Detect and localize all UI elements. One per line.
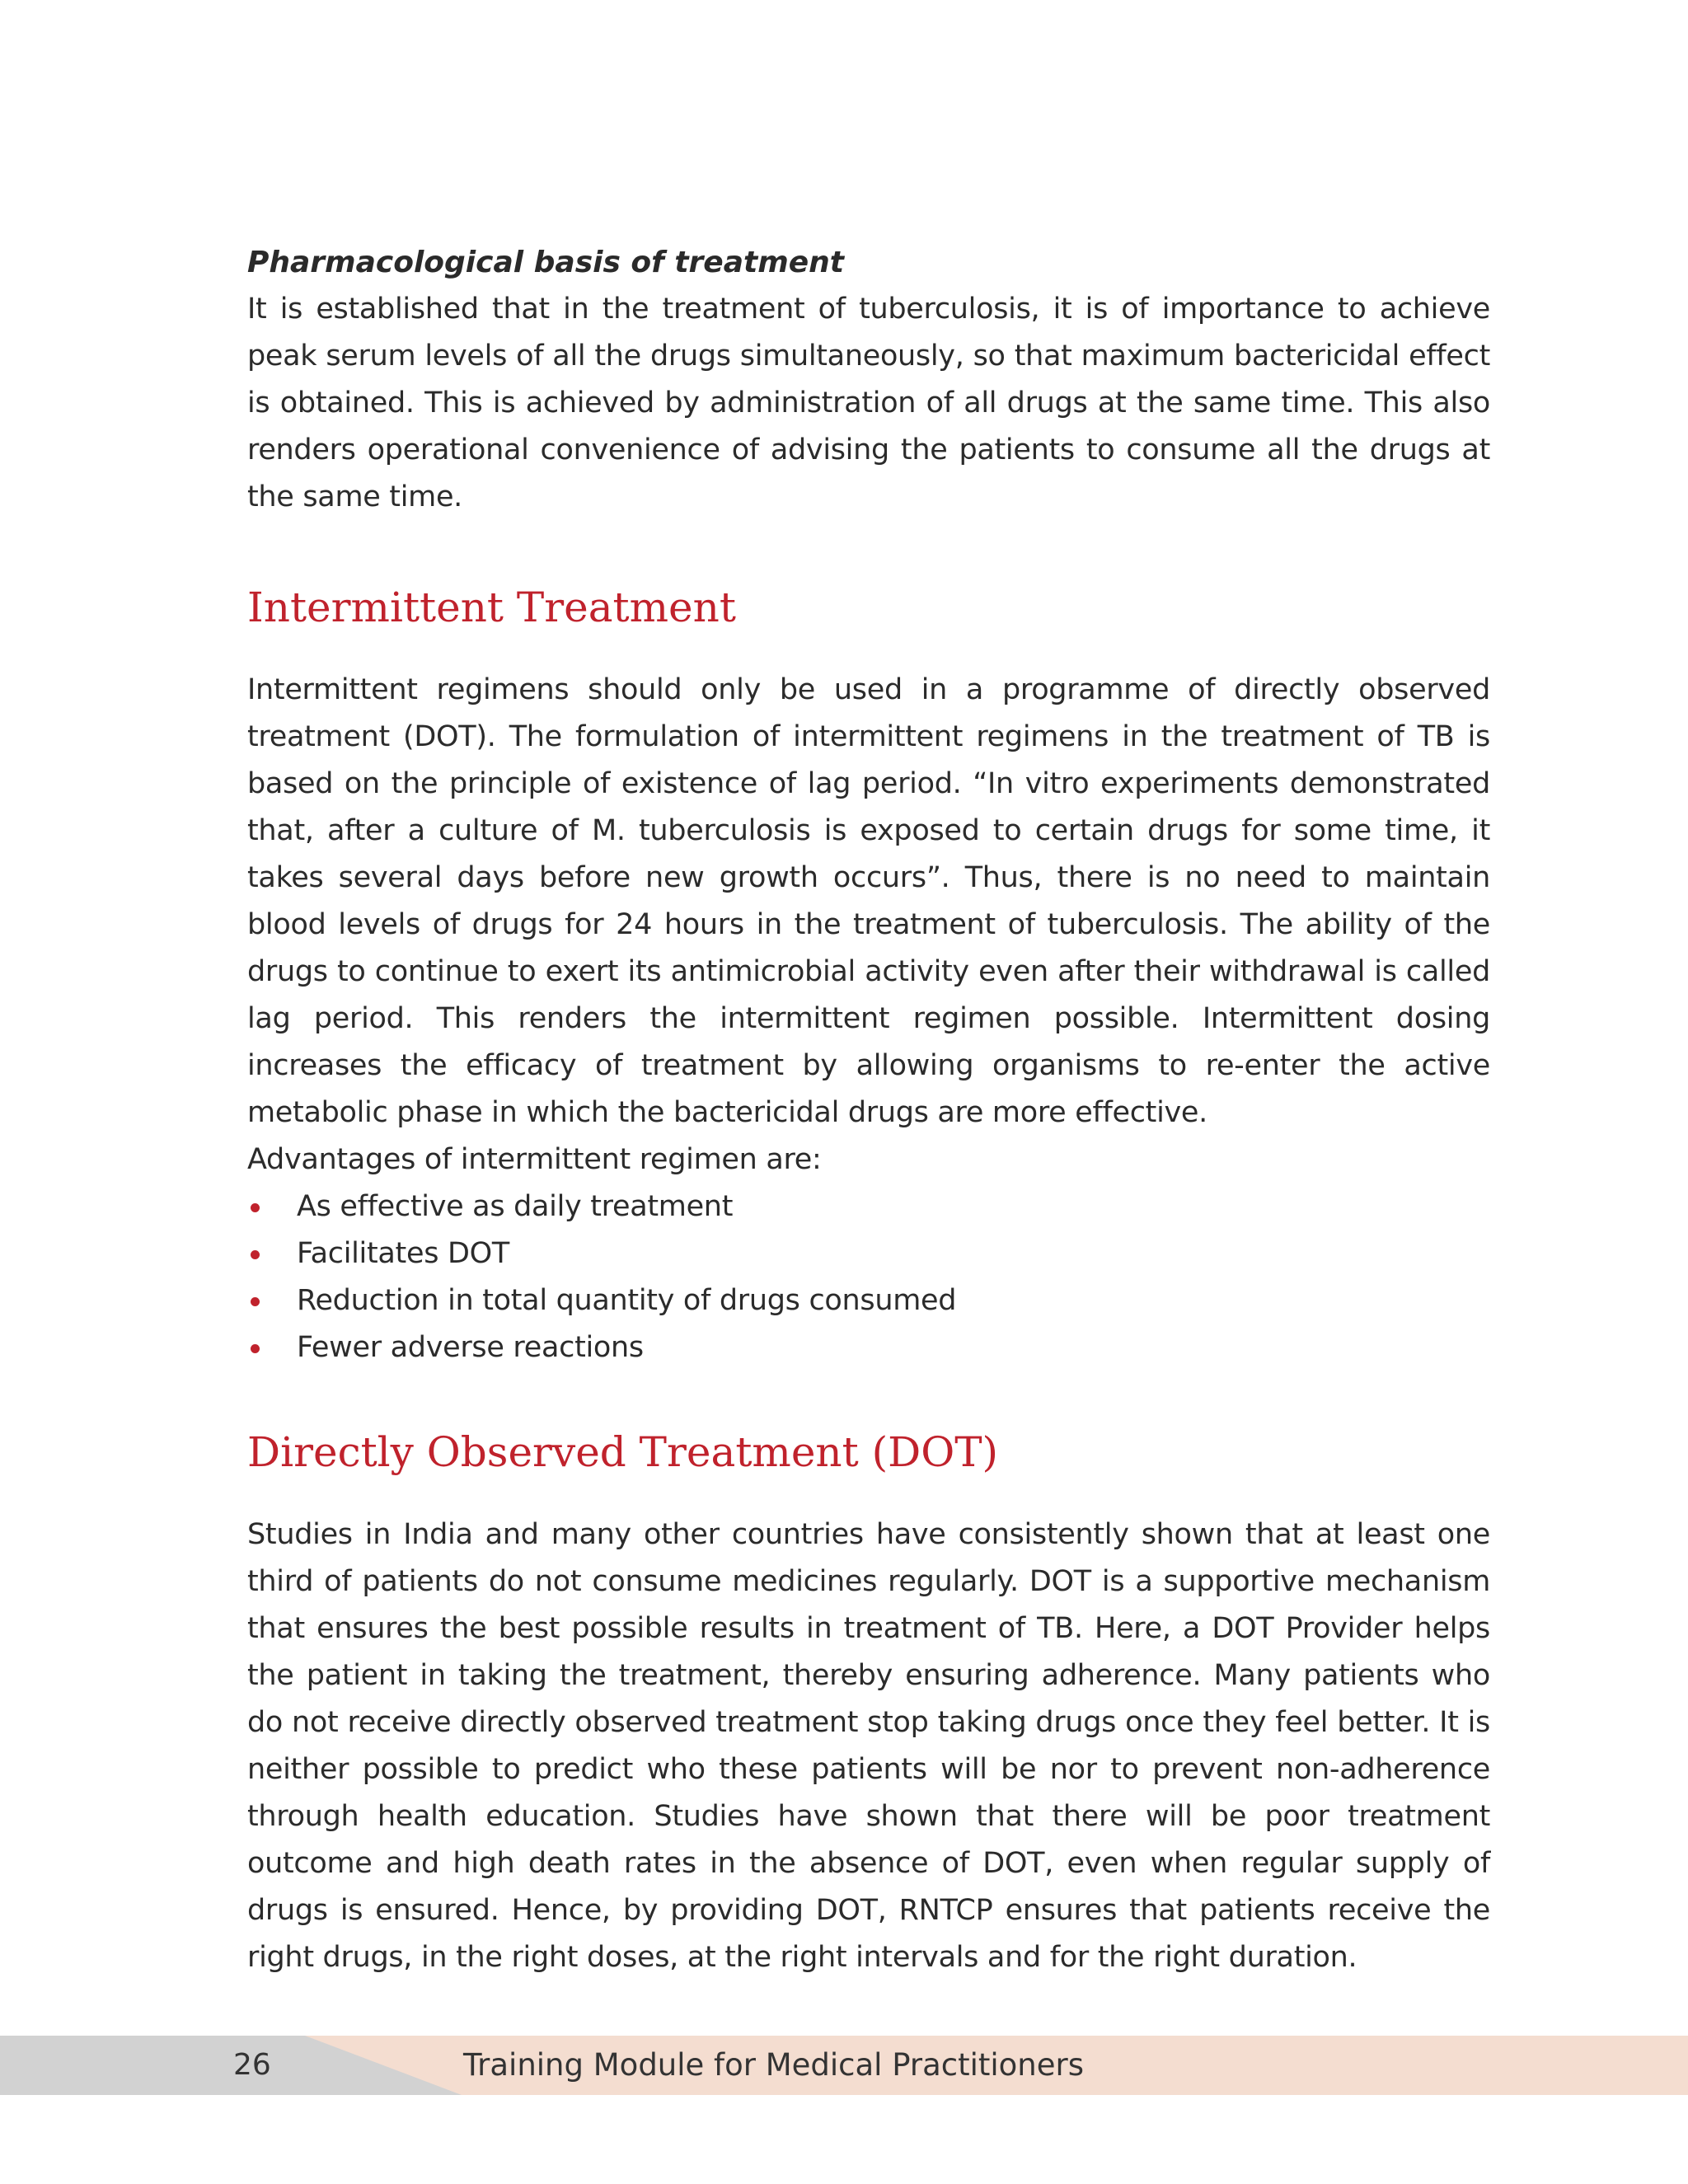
subheading-pharmacological-basis: Pharmacological basis of treatment [247,246,844,279]
list-item [247,1324,1490,1371]
list-item [247,1277,1490,1324]
heading-intermittent-treatment: Intermittent Treatment [247,583,736,631]
list-item [247,1183,1490,1230]
list-item-text: As effective as daily treatment [297,1190,734,1223]
paragraph-pharmacological-basis: It is established that in the treatment of tuberculosis, it is of importance to achieve peak serum levels of all the drugs simultaneously, so that maximum bactericidal effect is obtained. This is achieved by administration of all drugs at the same time. This also renders operational convenience of advising the patients to consume all the drugs at the same time. [247,293,1490,513]
heading-directly-observed-treatment: Directly Observed Treatment (DOT) [247,1428,999,1476]
bullet-icon [251,1344,260,1353]
page-footer [0,2036,1688,2095]
bullet-icon [251,1297,260,1306]
advantages-list [247,1183,1490,1371]
list-item-text: Reduction in total quantity of drugs consumed [297,1284,957,1317]
bullet-icon [251,1250,260,1259]
paragraph-directly-observed-treatment: Studies in India and many other countries have consistently shown that at least one third of patients do not consume medicines regularly. DOT is a supportive mechanism that ensures the best possible results in treatment of TB. Here, a DOT Provider helps the patient in taking the treatment, thereby ensuring adherence. Many patients who do not receive directly observed treatment stop taking drugs once they feel better. It is neither possible to predict who these patients will be nor to prevent non-adherence through health education. Studies have shown that there will be poor treatment outcome and high death rates in the absence of DOT, even when regular supply of drugs is ensured. Hence, by providing DOT, RNTCP ensures that patients receive the right drugs, in the right doses, at the right intervals and for the right duration. [247,1518,1490,1974]
list-item-text: Facilitates DOT [297,1237,509,1270]
advantages-intro: Advantages of intermittent regimen are: [247,1143,822,1176]
footer-title: Training Module for Medical Practitioners [463,2047,1085,2083]
list-item-text: Fewer adverse reactions [297,1331,644,1364]
bullet-icon [251,1203,260,1212]
paragraph-intermittent-treatment: Intermittent regimens should only be used in a programme of directly observed treatment (DOT). The formulation of intermittent regimens in the treatment of TB is based on the principle of existence of lag period. “In vitro experiments demonstrated that, after a culture of M. tuberculosis is exposed to certain drugs for some time, it takes several days before new growth occurs”. Thus, there is no need to maintain blood levels of drugs for 24 hours in the treatment of tuberculosis. The ability of the drugs to continue to exert its antimicrobial activity even after their withdrawal is called lag period. This renders the intermittent regimen possible. Intermittent dosing increases the efficacy of treatment by allowing organisms to re-enter the active metabolic phase in which the bactericidal drugs are more effective. [247,673,1490,1129]
page-content [247,239,1490,1981]
list-item [247,1230,1490,1277]
page-number: 26 [233,2048,271,2082]
